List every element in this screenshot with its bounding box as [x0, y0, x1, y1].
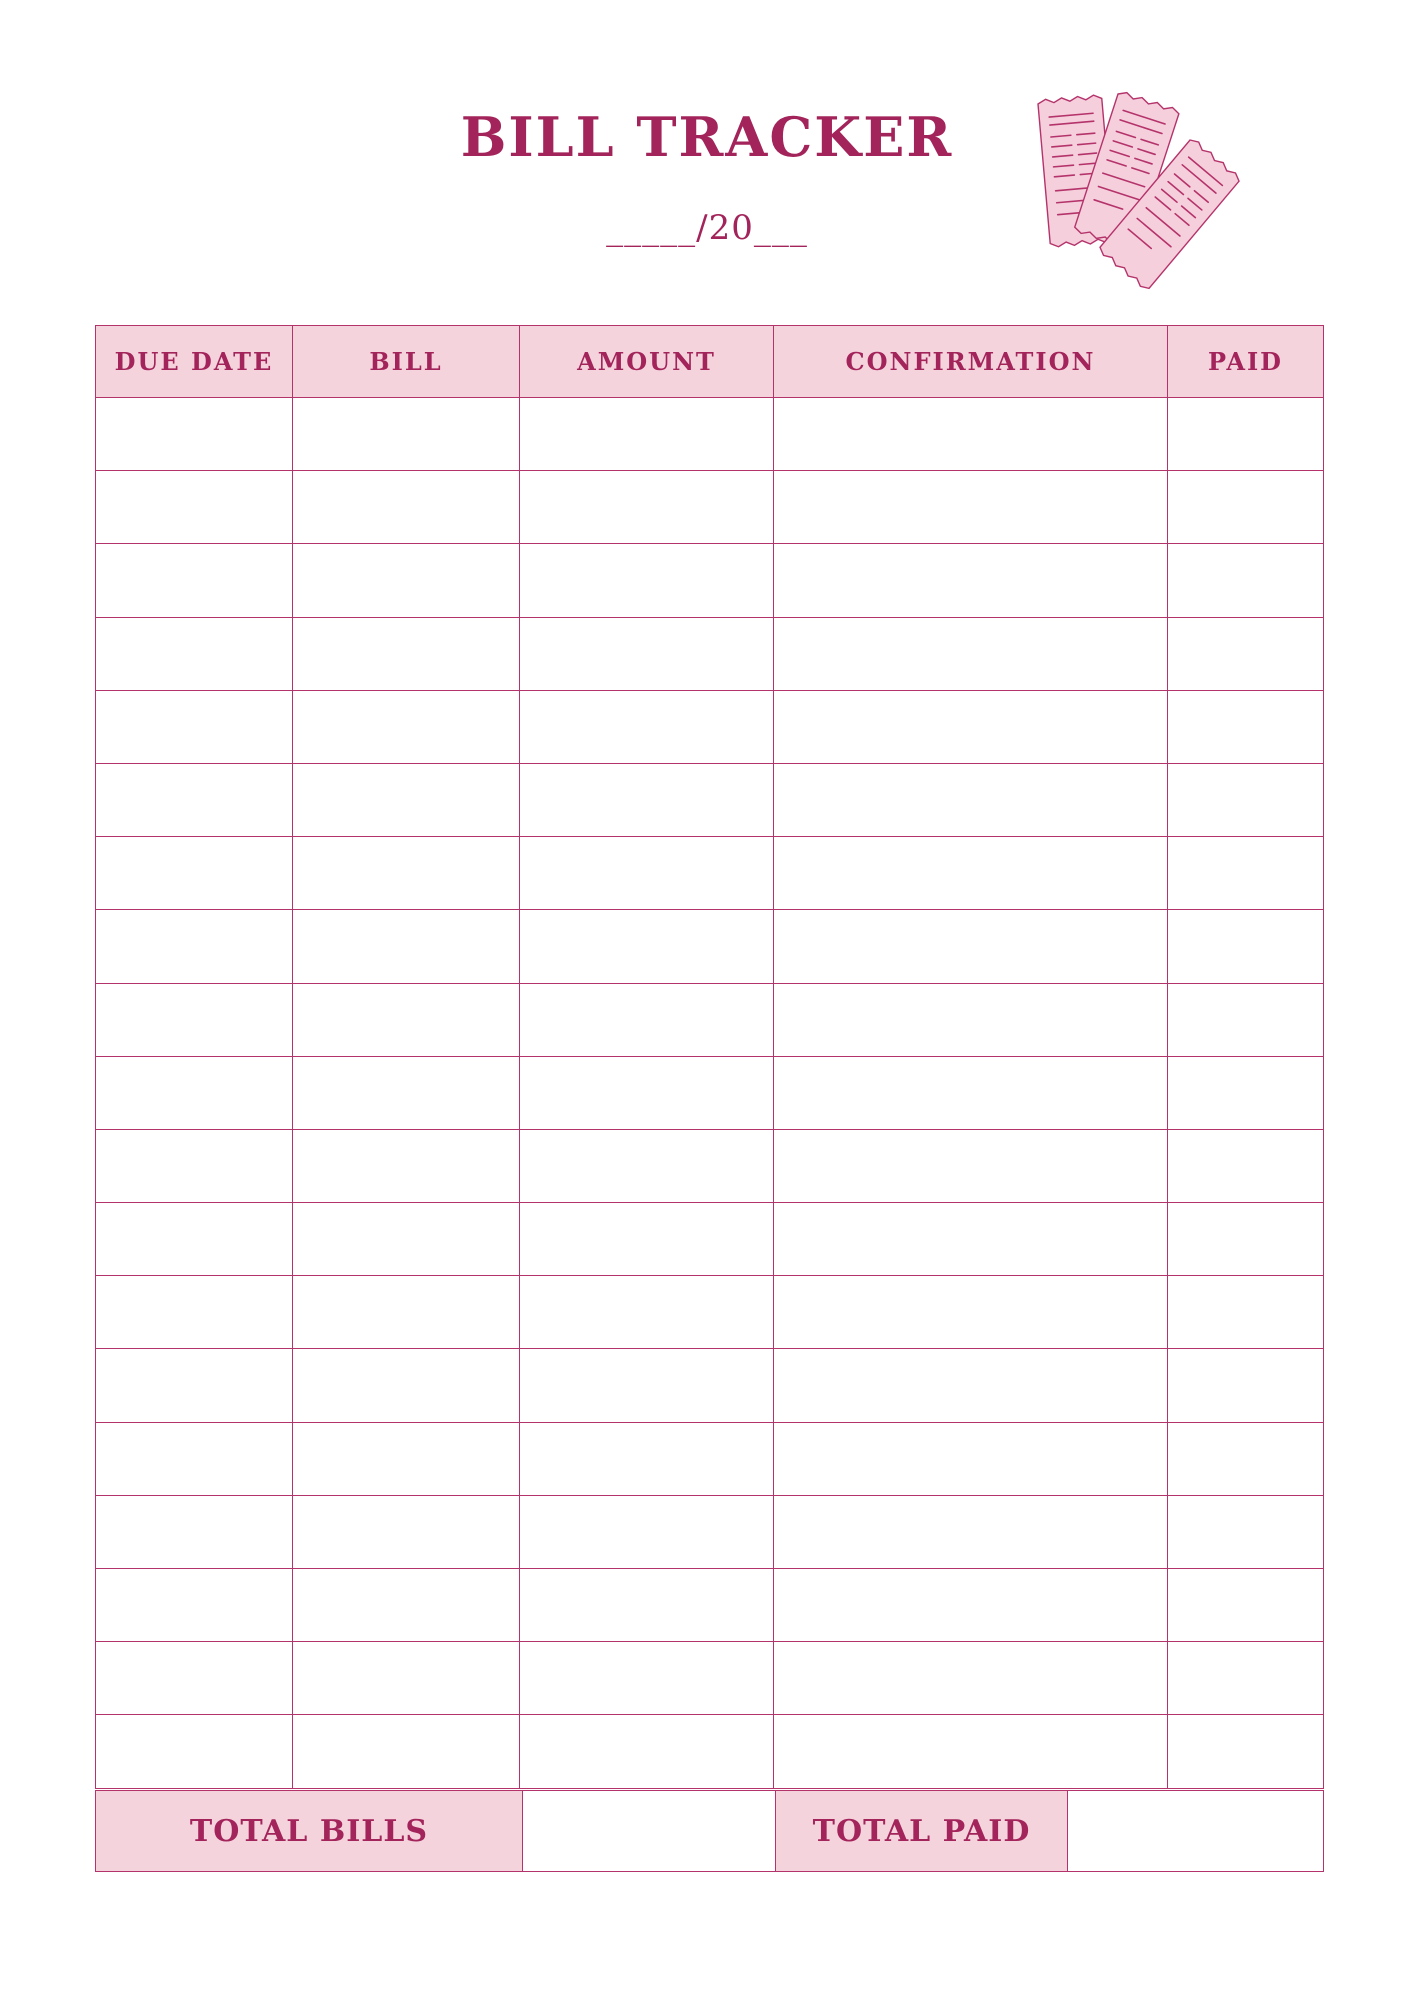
date-line: _____/20___: [606, 208, 808, 248]
due-date-cell[interactable]: [96, 1203, 293, 1276]
column-header-bill: BILL: [293, 326, 520, 398]
table-row: [96, 1715, 1324, 1788]
confirmation-cell[interactable]: [774, 910, 1168, 983]
bill-cell[interactable]: [293, 544, 520, 617]
bill-cell[interactable]: [293, 837, 520, 910]
bill-cell[interactable]: [293, 1349, 520, 1422]
bill-cell[interactable]: [293, 983, 520, 1056]
table-row: [96, 471, 1324, 544]
confirmation-cell[interactable]: [774, 1349, 1168, 1422]
bill-cell[interactable]: [293, 398, 520, 471]
column-header-amount: AMOUNT: [520, 326, 774, 398]
table-row: [96, 398, 1324, 471]
receipts-icon: [1020, 80, 1280, 310]
table-row: [96, 837, 1324, 910]
table-row: [96, 690, 1324, 763]
amount-cell[interactable]: [520, 837, 774, 910]
table-row: [96, 1642, 1324, 1715]
bill-cell[interactable]: [293, 1276, 520, 1349]
bill-cell[interactable]: [293, 1203, 520, 1276]
confirmation-cell[interactable]: [774, 983, 1168, 1056]
amount-cell[interactable]: [520, 763, 774, 836]
due-date-cell[interactable]: [96, 910, 293, 983]
due-date-cell[interactable]: [96, 471, 293, 544]
amount-cell[interactable]: [520, 1569, 774, 1642]
amount-cell[interactable]: [520, 544, 774, 617]
bill-cell[interactable]: [293, 1495, 520, 1568]
paid-cell[interactable]: [1168, 1056, 1324, 1129]
due-date-cell[interactable]: [96, 1349, 293, 1422]
due-date-cell[interactable]: [96, 837, 293, 910]
amount-cell[interactable]: [520, 983, 774, 1056]
page-title: BILL TRACKER: [460, 105, 954, 169]
confirmation-cell[interactable]: [774, 471, 1168, 544]
due-date-cell[interactable]: [96, 1715, 293, 1788]
amount-cell[interactable]: [520, 1642, 774, 1715]
bill-cell[interactable]: [293, 1422, 520, 1495]
paid-cell[interactable]: [1168, 1715, 1324, 1788]
due-date-cell[interactable]: [96, 1569, 293, 1642]
bill-cell[interactable]: [293, 1056, 520, 1129]
confirmation-cell[interactable]: [774, 1129, 1168, 1202]
paid-cell[interactable]: [1168, 471, 1324, 544]
confirmation-cell[interactable]: [774, 398, 1168, 471]
column-header-paid: PAID: [1168, 326, 1324, 398]
bill-cell[interactable]: [293, 1129, 520, 1202]
confirmation-cell[interactable]: [774, 1422, 1168, 1495]
confirmation-cell[interactable]: [774, 1056, 1168, 1129]
due-date-cell[interactable]: [96, 1642, 293, 1715]
paid-cell[interactable]: [1168, 1569, 1324, 1642]
table-row: [96, 617, 1324, 690]
due-date-cell[interactable]: [96, 1422, 293, 1495]
amount-cell[interactable]: [520, 1715, 774, 1788]
table-row: [96, 1056, 1324, 1129]
bill-cell[interactable]: [293, 690, 520, 763]
table-header-row: [96, 326, 1324, 398]
confirmation-cell[interactable]: [774, 837, 1168, 910]
paid-cell[interactable]: [1168, 910, 1324, 983]
paid-cell[interactable]: [1168, 1349, 1324, 1422]
table-row: [96, 983, 1324, 1056]
totals-row: [95, 1790, 1324, 1872]
due-date-cell[interactable]: [96, 398, 293, 471]
bill-cell[interactable]: [293, 1715, 520, 1788]
total-bills-field[interactable]: [523, 1791, 776, 1872]
paid-cell[interactable]: [1168, 1203, 1324, 1276]
total-paid-label: TOTAL PAID: [776, 1791, 1068, 1872]
due-date-cell[interactable]: [96, 983, 293, 1056]
paid-cell[interactable]: [1168, 1129, 1324, 1202]
confirmation-cell[interactable]: [774, 617, 1168, 690]
due-date-cell[interactable]: [96, 1129, 293, 1202]
paid-cell[interactable]: [1168, 983, 1324, 1056]
bill-tracker-table: [95, 325, 1324, 1789]
paid-cell[interactable]: [1168, 1422, 1324, 1495]
confirmation-cell[interactable]: [774, 1276, 1168, 1349]
due-date-cell[interactable]: [96, 1056, 293, 1129]
due-date-cell[interactable]: [96, 1495, 293, 1568]
amount-cell[interactable]: [520, 1276, 774, 1349]
due-date-cell[interactable]: [96, 617, 293, 690]
bill-cell[interactable]: [293, 1569, 520, 1642]
confirmation-cell[interactable]: [774, 1203, 1168, 1276]
amount-cell[interactable]: [520, 617, 774, 690]
bill-cell[interactable]: [293, 471, 520, 544]
amount-cell[interactable]: [520, 398, 774, 471]
confirmation-cell[interactable]: [774, 1495, 1168, 1568]
bill-cell[interactable]: [293, 910, 520, 983]
table-row: [96, 1422, 1324, 1495]
paid-cell[interactable]: [1168, 837, 1324, 910]
amount-cell[interactable]: [520, 910, 774, 983]
confirmation-cell[interactable]: [774, 690, 1168, 763]
table-row: [96, 1276, 1324, 1349]
amount-cell[interactable]: [520, 1203, 774, 1276]
paid-cell[interactable]: [1168, 1495, 1324, 1568]
table-row: [96, 763, 1324, 836]
column-header-confirmation: CONFIRMATION: [774, 326, 1168, 398]
table-row: [96, 544, 1324, 617]
confirmation-cell[interactable]: [774, 1569, 1168, 1642]
table-row: [96, 910, 1324, 983]
paid-cell[interactable]: [1168, 1276, 1324, 1349]
table-row: [96, 1569, 1324, 1642]
due-date-cell[interactable]: [96, 1276, 293, 1349]
bill-cell[interactable]: [293, 763, 520, 836]
amount-cell[interactable]: [520, 1349, 774, 1422]
due-date-cell[interactable]: [96, 763, 293, 836]
paid-cell[interactable]: [1168, 617, 1324, 690]
bill-cell[interactable]: [293, 1642, 520, 1715]
paid-cell[interactable]: [1168, 763, 1324, 836]
bill-cell[interactable]: [293, 617, 520, 690]
confirmation-cell[interactable]: [774, 1715, 1168, 1788]
amount-cell[interactable]: [520, 1129, 774, 1202]
due-date-cell[interactable]: [96, 544, 293, 617]
amount-cell[interactable]: [520, 690, 774, 763]
paid-cell[interactable]: [1168, 398, 1324, 471]
column-header-due-date: DUE DATE: [96, 326, 293, 398]
amount-cell[interactable]: [520, 471, 774, 544]
paid-cell[interactable]: [1168, 1642, 1324, 1715]
paid-cell[interactable]: [1168, 544, 1324, 617]
amount-cell[interactable]: [520, 1056, 774, 1129]
table-row: [96, 1495, 1324, 1568]
confirmation-cell[interactable]: [774, 1642, 1168, 1715]
table-row: [96, 1203, 1324, 1276]
amount-cell[interactable]: [520, 1495, 774, 1568]
confirmation-cell[interactable]: [774, 544, 1168, 617]
total-bills-label: TOTAL BILLS: [96, 1791, 523, 1872]
table-row: [96, 1349, 1324, 1422]
paid-cell[interactable]: [1168, 690, 1324, 763]
confirmation-cell[interactable]: [774, 763, 1168, 836]
amount-cell[interactable]: [520, 1422, 774, 1495]
due-date-cell[interactable]: [96, 690, 293, 763]
table-row: [96, 1129, 1324, 1202]
total-paid-field[interactable]: [1068, 1791, 1324, 1872]
